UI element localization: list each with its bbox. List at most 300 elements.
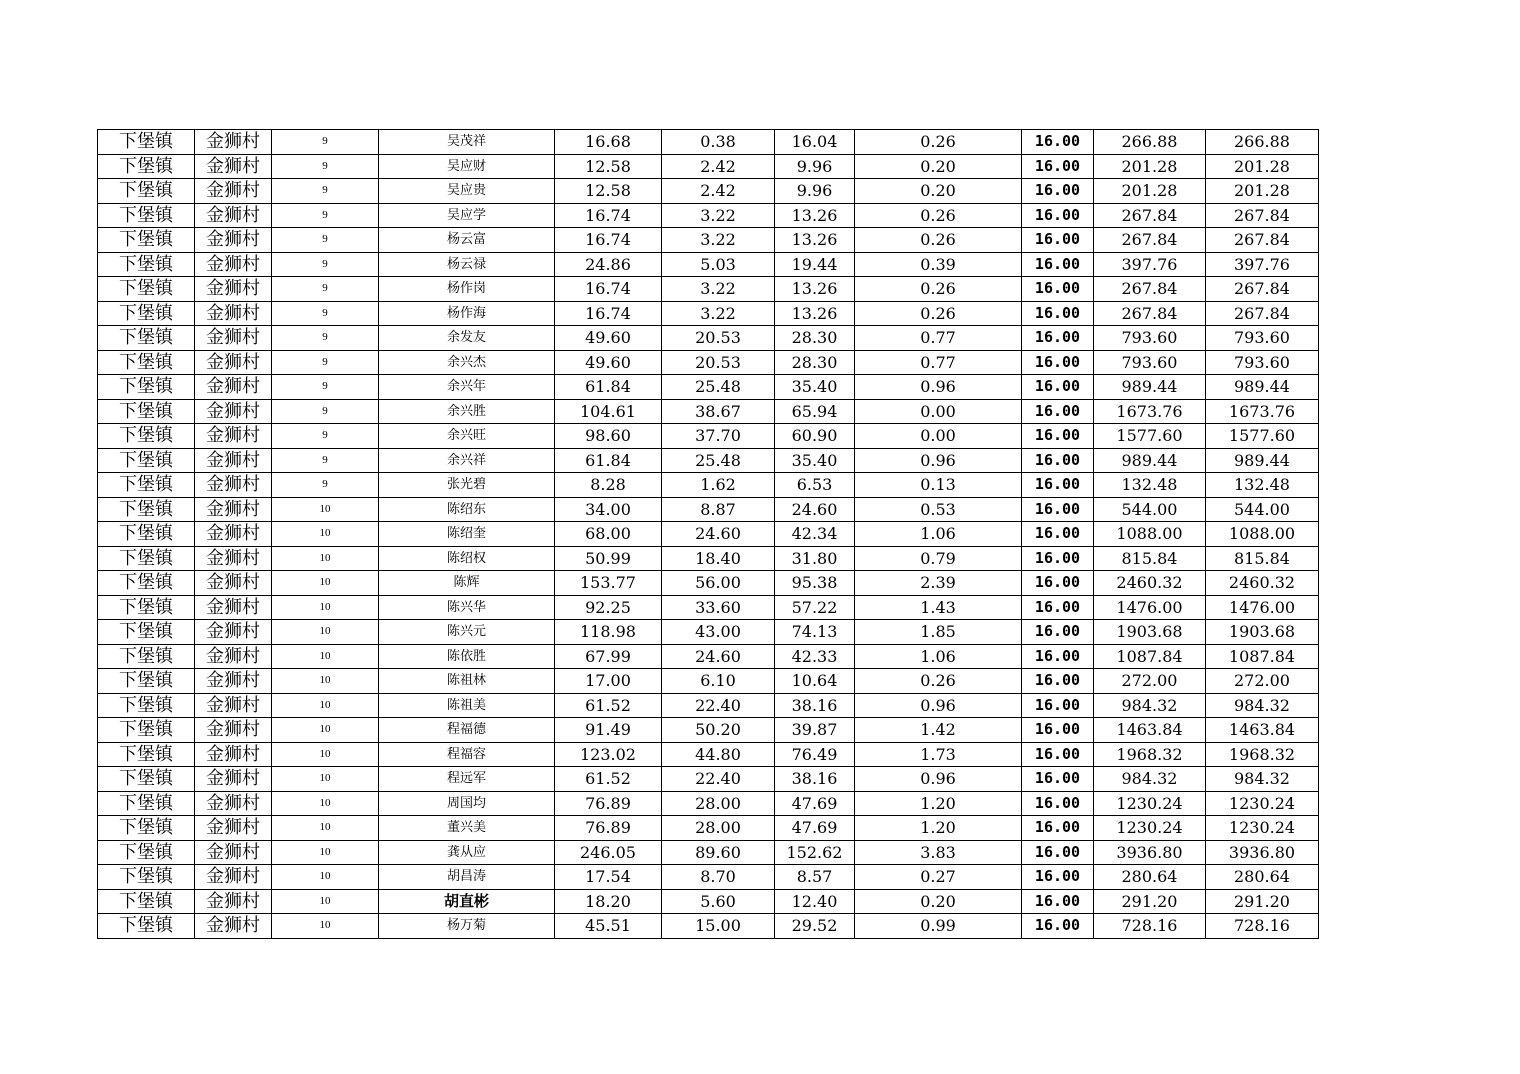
value-cell-4: 0.77: [855, 350, 1022, 375]
town-cell: 下堡镇: [98, 130, 195, 155]
name-cell: 吴应财: [379, 154, 555, 179]
village-cell: 金狮村: [195, 644, 272, 669]
town-cell: 下堡镇: [98, 595, 195, 620]
name-cell: 董兴美: [379, 816, 555, 841]
town-cell: 下堡镇: [98, 424, 195, 449]
value-cell-3: 38.16: [775, 693, 855, 718]
value-cell-1: 49.60: [555, 350, 662, 375]
table-row: [98, 693, 1319, 718]
group-cell: 10: [272, 865, 379, 890]
town-cell: 下堡镇: [98, 228, 195, 253]
total-cell: 1673.76: [1206, 399, 1319, 424]
total-cell: 1476.00: [1206, 595, 1319, 620]
group-cell: 10: [272, 522, 379, 547]
group-cell: 9: [272, 277, 379, 302]
name-cell: 陈绍权: [379, 546, 555, 571]
total-cell: 1577.60: [1206, 424, 1319, 449]
amount-cell: 815.84: [1094, 546, 1206, 571]
town-cell: 下堡镇: [98, 914, 195, 939]
amount-cell: 1088.00: [1094, 522, 1206, 547]
total-cell: 984.32: [1206, 693, 1319, 718]
value-cell-2: 18.40: [662, 546, 775, 571]
group-cell: 10: [272, 816, 379, 841]
total-cell: 1463.84: [1206, 718, 1319, 743]
name-cell: 余兴年: [379, 375, 555, 400]
value-cell-3: 57.22: [775, 595, 855, 620]
value-cell-3: 74.13: [775, 620, 855, 645]
total-cell: 1230.24: [1206, 791, 1319, 816]
value-cell-3: 6.53: [775, 473, 855, 498]
group-cell: 10: [272, 742, 379, 767]
table-row: [98, 546, 1319, 571]
value-cell-4: 3.83: [855, 840, 1022, 865]
value-cell-1: 91.49: [555, 718, 662, 743]
table-row: [98, 301, 1319, 326]
value-cell-3: 39.87: [775, 718, 855, 743]
group-cell: 10: [272, 914, 379, 939]
amount-cell: 1577.60: [1094, 424, 1206, 449]
total-cell: 728.16: [1206, 914, 1319, 939]
village-cell: 金狮村: [195, 130, 272, 155]
table-row: [98, 718, 1319, 743]
table-row: [98, 816, 1319, 841]
amount-cell: 984.32: [1094, 767, 1206, 792]
rate-cell: 16.00: [1022, 350, 1094, 375]
value-cell-2: 28.00: [662, 791, 775, 816]
name-cell: 杨作海: [379, 301, 555, 326]
total-cell: 793.60: [1206, 326, 1319, 351]
value-cell-3: 42.34: [775, 522, 855, 547]
value-cell-3: 65.94: [775, 399, 855, 424]
total-cell: 989.44: [1206, 375, 1319, 400]
total-cell: 291.20: [1206, 889, 1319, 914]
town-cell: 下堡镇: [98, 179, 195, 204]
amount-cell: 267.84: [1094, 301, 1206, 326]
total-cell: 280.64: [1206, 865, 1319, 890]
value-cell-4: 1.73: [855, 742, 1022, 767]
value-cell-4: 1.06: [855, 522, 1022, 547]
value-cell-1: 76.89: [555, 791, 662, 816]
rate-cell: 16.00: [1022, 620, 1094, 645]
amount-cell: 1230.24: [1094, 791, 1206, 816]
table-row: [98, 203, 1319, 228]
village-cell: 金狮村: [195, 742, 272, 767]
value-cell-3: 12.40: [775, 889, 855, 914]
amount-cell: 132.48: [1094, 473, 1206, 498]
rate-cell: 16.00: [1022, 595, 1094, 620]
table-row: [98, 571, 1319, 596]
group-cell: 10: [272, 620, 379, 645]
group-cell: 9: [272, 448, 379, 473]
town-cell: 下堡镇: [98, 375, 195, 400]
amount-cell: 793.60: [1094, 350, 1206, 375]
village-cell: 金狮村: [195, 375, 272, 400]
table-row: [98, 252, 1319, 277]
rate-cell: 16.00: [1022, 424, 1094, 449]
amount-cell: 272.00: [1094, 669, 1206, 694]
value-cell-4: 1.43: [855, 595, 1022, 620]
value-cell-3: 31.80: [775, 546, 855, 571]
name-cell: 胡昌涛: [379, 865, 555, 890]
village-cell: 金狮村: [195, 767, 272, 792]
town-cell: 下堡镇: [98, 889, 195, 914]
value-cell-1: 50.99: [555, 546, 662, 571]
value-cell-1: 18.20: [555, 889, 662, 914]
rate-cell: 16.00: [1022, 693, 1094, 718]
value-cell-2: 0.38: [662, 130, 775, 155]
town-cell: 下堡镇: [98, 497, 195, 522]
village-cell: 金狮村: [195, 865, 272, 890]
value-cell-2: 2.42: [662, 154, 775, 179]
village-cell: 金狮村: [195, 424, 272, 449]
name-cell: 陈祖美: [379, 693, 555, 718]
rate-cell: 16.00: [1022, 840, 1094, 865]
village-cell: 金狮村: [195, 473, 272, 498]
village-cell: 金狮村: [195, 791, 272, 816]
town-cell: 下堡镇: [98, 865, 195, 890]
town-cell: 下堡镇: [98, 399, 195, 424]
name-cell: 陈兴华: [379, 595, 555, 620]
rate-cell: 16.00: [1022, 326, 1094, 351]
name-cell: 程远军: [379, 767, 555, 792]
group-cell: 10: [272, 595, 379, 620]
amount-cell: 544.00: [1094, 497, 1206, 522]
total-cell: 201.28: [1206, 179, 1319, 204]
name-cell: 余兴旺: [379, 424, 555, 449]
table-row: [98, 375, 1319, 400]
value-cell-4: 0.26: [855, 228, 1022, 253]
village-cell: 金狮村: [195, 326, 272, 351]
total-cell: 272.00: [1206, 669, 1319, 694]
value-cell-2: 50.20: [662, 718, 775, 743]
value-cell-4: 0.13: [855, 473, 1022, 498]
value-cell-4: 0.26: [855, 301, 1022, 326]
name-cell: 陈绍奎: [379, 522, 555, 547]
value-cell-4: 0.96: [855, 767, 1022, 792]
amount-cell: 397.76: [1094, 252, 1206, 277]
town-cell: 下堡镇: [98, 203, 195, 228]
name-cell: 余兴胜: [379, 399, 555, 424]
value-cell-3: 8.57: [775, 865, 855, 890]
group-cell: 9: [272, 375, 379, 400]
value-cell-2: 3.22: [662, 228, 775, 253]
group-cell: 9: [272, 179, 379, 204]
rate-cell: 16.00: [1022, 865, 1094, 890]
total-cell: 201.28: [1206, 154, 1319, 179]
rate-cell: 16.00: [1022, 767, 1094, 792]
value-cell-2: 89.60: [662, 840, 775, 865]
table-row: [98, 448, 1319, 473]
value-cell-3: 60.90: [775, 424, 855, 449]
value-cell-4: 1.20: [855, 816, 1022, 841]
group-cell: 9: [272, 326, 379, 351]
name-cell: 张光碧: [379, 473, 555, 498]
value-cell-1: 12.58: [555, 154, 662, 179]
name-cell: 周国均: [379, 791, 555, 816]
rate-cell: 16.00: [1022, 277, 1094, 302]
rate-cell: 16.00: [1022, 130, 1094, 155]
name-cell: 杨万菊: [379, 914, 555, 939]
group-cell: 10: [272, 669, 379, 694]
amount-cell: 267.84: [1094, 277, 1206, 302]
value-cell-4: 0.39: [855, 252, 1022, 277]
group-cell: 10: [272, 497, 379, 522]
value-cell-2: 6.10: [662, 669, 775, 694]
town-cell: 下堡镇: [98, 693, 195, 718]
total-cell: 3936.80: [1206, 840, 1319, 865]
name-cell: 龚从应: [379, 840, 555, 865]
table-row: [98, 399, 1319, 424]
value-cell-3: 76.49: [775, 742, 855, 767]
value-cell-4: 0.27: [855, 865, 1022, 890]
table-row: [98, 424, 1319, 449]
town-cell: 下堡镇: [98, 350, 195, 375]
amount-cell: 267.84: [1094, 203, 1206, 228]
rate-cell: 16.00: [1022, 375, 1094, 400]
amount-cell: 1903.68: [1094, 620, 1206, 645]
village-cell: 金狮村: [195, 448, 272, 473]
value-cell-4: 0.00: [855, 424, 1022, 449]
amount-cell: 1087.84: [1094, 644, 1206, 669]
value-cell-2: 5.60: [662, 889, 775, 914]
total-cell: 1968.32: [1206, 742, 1319, 767]
value-cell-1: 17.00: [555, 669, 662, 694]
group-cell: 9: [272, 473, 379, 498]
name-cell: 陈兴元: [379, 620, 555, 645]
name-cell: 吴应贵: [379, 179, 555, 204]
rate-cell: 16.00: [1022, 448, 1094, 473]
value-cell-4: 2.39: [855, 571, 1022, 596]
name-cell: 杨作岗: [379, 277, 555, 302]
value-cell-3: 13.26: [775, 203, 855, 228]
total-cell: 267.84: [1206, 301, 1319, 326]
value-cell-3: 28.30: [775, 326, 855, 351]
town-cell: 下堡镇: [98, 448, 195, 473]
value-cell-3: 16.04: [775, 130, 855, 155]
value-cell-3: 19.44: [775, 252, 855, 277]
name-cell: 余发友: [379, 326, 555, 351]
village-cell: 金狮村: [195, 595, 272, 620]
total-cell: 267.84: [1206, 203, 1319, 228]
group-cell: 9: [272, 350, 379, 375]
value-cell-1: 61.52: [555, 767, 662, 792]
value-cell-2: 3.22: [662, 277, 775, 302]
value-cell-3: 13.26: [775, 228, 855, 253]
group-cell: 9: [272, 424, 379, 449]
group-cell: 9: [272, 301, 379, 326]
total-cell: 815.84: [1206, 546, 1319, 571]
value-cell-2: 24.60: [662, 522, 775, 547]
village-cell: 金狮村: [195, 840, 272, 865]
town-cell: 下堡镇: [98, 154, 195, 179]
group-cell: 9: [272, 203, 379, 228]
name-cell: 杨云禄: [379, 252, 555, 277]
value-cell-3: 47.69: [775, 816, 855, 841]
rate-cell: 16.00: [1022, 742, 1094, 767]
value-cell-1: 16.74: [555, 277, 662, 302]
rate-cell: 16.00: [1022, 571, 1094, 596]
amount-cell: 728.16: [1094, 914, 1206, 939]
amount-cell: 201.28: [1094, 154, 1206, 179]
value-cell-1: 61.52: [555, 693, 662, 718]
town-cell: 下堡镇: [98, 620, 195, 645]
town-cell: 下堡镇: [98, 742, 195, 767]
value-cell-4: 0.00: [855, 399, 1022, 424]
value-cell-2: 37.70: [662, 424, 775, 449]
value-cell-4: 0.26: [855, 203, 1022, 228]
group-cell: 9: [272, 399, 379, 424]
value-cell-1: 17.54: [555, 865, 662, 890]
name-cell: 余兴祥: [379, 448, 555, 473]
table-row: [98, 742, 1319, 767]
value-cell-4: 0.20: [855, 889, 1022, 914]
group-cell: 10: [272, 644, 379, 669]
rate-cell: 16.00: [1022, 473, 1094, 498]
rate-cell: 16.00: [1022, 669, 1094, 694]
table-row: [98, 350, 1319, 375]
total-cell: 984.32: [1206, 767, 1319, 792]
village-cell: 金狮村: [195, 203, 272, 228]
value-cell-4: 0.26: [855, 669, 1022, 694]
amount-cell: 989.44: [1094, 448, 1206, 473]
village-cell: 金狮村: [195, 546, 272, 571]
value-cell-4: 1.20: [855, 791, 1022, 816]
table-body: [98, 130, 1319, 939]
table-row: [98, 228, 1319, 253]
value-cell-2: 38.67: [662, 399, 775, 424]
value-cell-3: 10.64: [775, 669, 855, 694]
amount-cell: 1230.24: [1094, 816, 1206, 841]
table-row: [98, 154, 1319, 179]
value-cell-3: 47.69: [775, 791, 855, 816]
group-cell: 9: [272, 228, 379, 253]
amount-cell: 989.44: [1094, 375, 1206, 400]
rate-cell: 16.00: [1022, 522, 1094, 547]
town-cell: 下堡镇: [98, 252, 195, 277]
rate-cell: 16.00: [1022, 791, 1094, 816]
table-row: [98, 595, 1319, 620]
value-cell-4: 0.77: [855, 326, 1022, 351]
total-cell: 989.44: [1206, 448, 1319, 473]
value-cell-2: 43.00: [662, 620, 775, 645]
group-cell: 10: [272, 840, 379, 865]
group-cell: 10: [272, 889, 379, 914]
data-table: [97, 129, 1319, 939]
rate-cell: 16.00: [1022, 154, 1094, 179]
value-cell-3: 24.60: [775, 497, 855, 522]
amount-cell: 793.60: [1094, 326, 1206, 351]
rate-cell: 16.00: [1022, 252, 1094, 277]
total-cell: 267.84: [1206, 228, 1319, 253]
town-cell: 下堡镇: [98, 767, 195, 792]
value-cell-2: 24.60: [662, 644, 775, 669]
rate-cell: 16.00: [1022, 179, 1094, 204]
value-cell-4: 0.20: [855, 154, 1022, 179]
table-row: [98, 326, 1319, 351]
value-cell-4: 0.96: [855, 693, 1022, 718]
table-row: [98, 179, 1319, 204]
value-cell-1: 76.89: [555, 816, 662, 841]
rate-cell: 16.00: [1022, 399, 1094, 424]
town-cell: 下堡镇: [98, 473, 195, 498]
amount-cell: 984.32: [1094, 693, 1206, 718]
value-cell-1: 8.28: [555, 473, 662, 498]
village-cell: 金狮村: [195, 252, 272, 277]
table-row: [98, 130, 1319, 155]
group-cell: 10: [272, 767, 379, 792]
rate-cell: 16.00: [1022, 816, 1094, 841]
value-cell-3: 152.62: [775, 840, 855, 865]
value-cell-1: 24.86: [555, 252, 662, 277]
value-cell-4: 0.53: [855, 497, 1022, 522]
village-cell: 金狮村: [195, 571, 272, 596]
name-cell: 胡直彬: [379, 889, 555, 914]
table-row: [98, 767, 1319, 792]
value-cell-3: 13.26: [775, 277, 855, 302]
table-row: [98, 644, 1319, 669]
town-cell: 下堡镇: [98, 522, 195, 547]
value-cell-3: 9.96: [775, 179, 855, 204]
value-cell-2: 22.40: [662, 693, 775, 718]
value-cell-1: 61.84: [555, 375, 662, 400]
value-cell-4: 1.42: [855, 718, 1022, 743]
value-cell-4: 0.99: [855, 914, 1022, 939]
value-cell-2: 20.53: [662, 350, 775, 375]
total-cell: 793.60: [1206, 350, 1319, 375]
table-row: [98, 473, 1319, 498]
value-cell-3: 42.33: [775, 644, 855, 669]
town-cell: 下堡镇: [98, 669, 195, 694]
village-cell: 金狮村: [195, 718, 272, 743]
value-cell-3: 28.30: [775, 350, 855, 375]
table-row: [98, 914, 1319, 939]
town-cell: 下堡镇: [98, 840, 195, 865]
village-cell: 金狮村: [195, 889, 272, 914]
value-cell-2: 20.53: [662, 326, 775, 351]
value-cell-1: 123.02: [555, 742, 662, 767]
village-cell: 金狮村: [195, 522, 272, 547]
village-cell: 金狮村: [195, 497, 272, 522]
value-cell-2: 8.70: [662, 865, 775, 890]
amount-cell: 1673.76: [1094, 399, 1206, 424]
group-cell: 10: [272, 718, 379, 743]
value-cell-2: 3.22: [662, 301, 775, 326]
village-cell: 金狮村: [195, 179, 272, 204]
total-cell: 1088.00: [1206, 522, 1319, 547]
value-cell-4: 0.26: [855, 130, 1022, 155]
value-cell-2: 3.22: [662, 203, 775, 228]
table-row: [98, 522, 1319, 547]
name-cell: 杨云富: [379, 228, 555, 253]
value-cell-4: 0.96: [855, 375, 1022, 400]
total-cell: 267.84: [1206, 277, 1319, 302]
value-cell-1: 68.00: [555, 522, 662, 547]
value-cell-2: 5.03: [662, 252, 775, 277]
group-cell: 9: [272, 130, 379, 155]
group-cell: 9: [272, 154, 379, 179]
name-cell: 陈辉: [379, 571, 555, 596]
rate-cell: 16.00: [1022, 546, 1094, 571]
table-row: [98, 791, 1319, 816]
value-cell-2: 33.60: [662, 595, 775, 620]
rate-cell: 16.00: [1022, 644, 1094, 669]
value-cell-2: 28.00: [662, 816, 775, 841]
value-cell-4: 0.20: [855, 179, 1022, 204]
value-cell-1: 49.60: [555, 326, 662, 351]
amount-cell: 291.20: [1094, 889, 1206, 914]
value-cell-4: 1.06: [855, 644, 1022, 669]
value-cell-3: 35.40: [775, 375, 855, 400]
